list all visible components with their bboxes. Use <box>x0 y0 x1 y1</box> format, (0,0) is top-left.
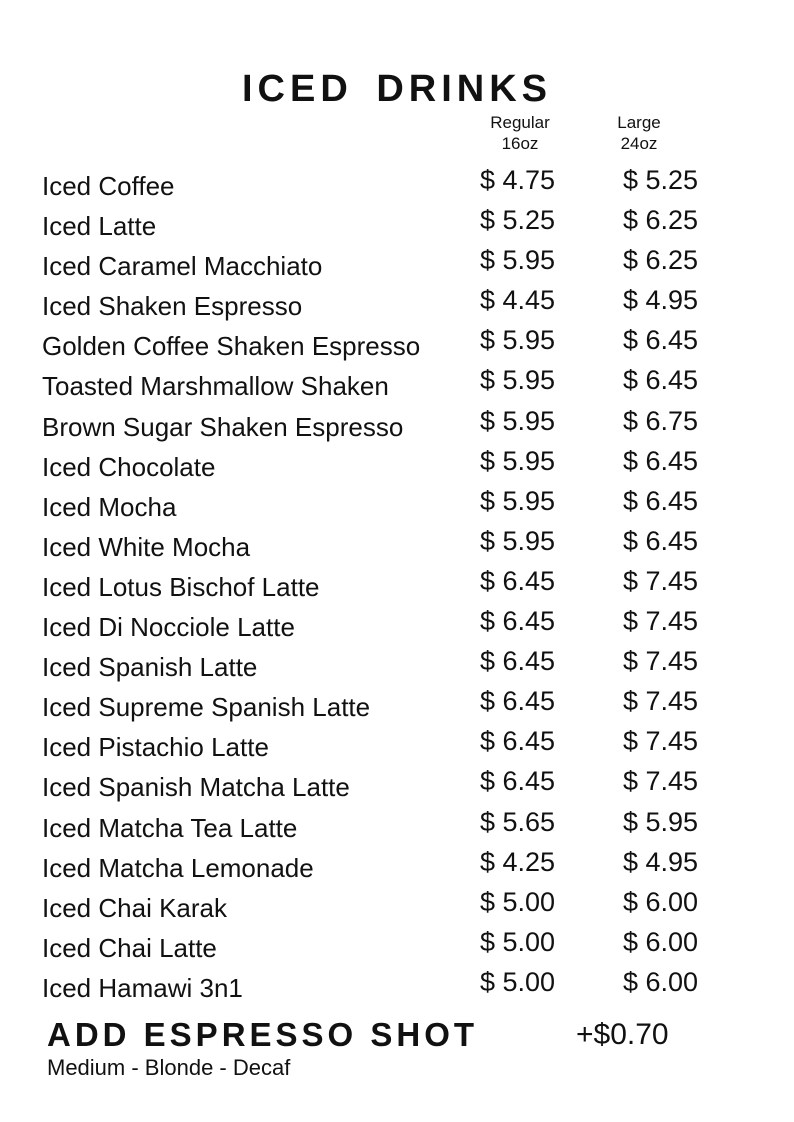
item-name: Iced Coffee <box>42 171 175 201</box>
item-name: Iced Shaken Espresso <box>42 291 303 322</box>
price-regular: $ 6.45 <box>480 646 556 677</box>
price-regular: $ 4.75 <box>480 165 556 195</box>
price-regular: $ 5.95 <box>480 445 556 476</box>
menu-item-row <box>0 887 794 927</box>
price-large: $ 7.45 <box>623 606 699 637</box>
menu-item-row <box>0 365 794 405</box>
price-regular: $ 6.45 <box>480 606 556 637</box>
price-large: $ 4.95 <box>623 285 699 316</box>
menu-title: ICED DRINKS <box>241 68 553 110</box>
item-name: Iced Chai Latte <box>42 932 217 963</box>
price-regular: $ 5.65 <box>480 806 556 837</box>
price-regular: $ 5.00 <box>480 966 556 997</box>
price-large: $ 5.95 <box>623 806 699 837</box>
menu-item-row <box>0 686 794 726</box>
item-name: Iced Di Nocciole Latte <box>42 612 295 643</box>
price-regular: $ 5.25 <box>480 205 556 236</box>
item-name: Iced Matcha Lemonade <box>42 852 314 883</box>
menu-item-row <box>0 927 794 967</box>
price-regular: $ 5.95 <box>480 325 556 356</box>
size-volume: 16oz <box>501 134 539 153</box>
menu-item-row <box>0 245 794 285</box>
price-large: $ 6.25 <box>623 205 699 236</box>
item-name: Iced Caramel Macchiato <box>42 251 323 282</box>
price-regular: $ 6.45 <box>480 686 556 717</box>
menu-item-row <box>0 446 794 486</box>
item-name: Toasted Marshmallow Shaken <box>42 371 389 402</box>
price-regular: $ 6.45 <box>480 766 556 797</box>
price-regular: $ 5.00 <box>480 926 556 957</box>
price-regular: $ 5.95 <box>480 525 556 556</box>
menu-item-row <box>0 606 794 646</box>
price-large: $ 7.45 <box>623 565 699 596</box>
menu-item-row <box>0 807 794 847</box>
item-name: Iced Pistachio Latte <box>42 732 269 763</box>
menu-item-row <box>0 526 794 566</box>
menu-item-row <box>0 646 794 686</box>
price-large: $ 7.45 <box>623 686 699 717</box>
item-name: Iced Chocolate <box>42 451 216 482</box>
menu-item-row <box>0 486 794 526</box>
price-large: $ 6.25 <box>623 245 699 276</box>
item-name: Iced Spanish Latte <box>42 652 258 683</box>
item-name: Iced Lotus Bischof Latte <box>42 571 320 602</box>
item-name: Iced Spanish Matcha Latte <box>42 772 350 803</box>
price-regular: $ 6.45 <box>480 726 556 757</box>
price-regular: $ 5.95 <box>480 365 556 396</box>
item-name: Iced Mocha <box>42 491 177 522</box>
menu-item-row <box>0 847 794 887</box>
item-name: Iced Latte <box>42 211 157 242</box>
price-large: $ 7.45 <box>623 766 699 797</box>
price-large: $ 6.45 <box>623 485 699 516</box>
size-name: Regular <box>490 113 550 132</box>
price-large: $ 6.45 <box>623 325 699 356</box>
item-name: Iced Chai Karak <box>42 892 227 923</box>
price-regular: $ 5.95 <box>480 485 556 516</box>
item-name: Iced White Mocha <box>42 531 251 562</box>
item-name: Iced Hamawi 3n1 <box>42 972 243 1003</box>
price-regular: $ 4.25 <box>480 846 556 877</box>
item-name: Iced Supreme Spanish Latte <box>42 692 371 723</box>
price-regular: $ 5.00 <box>480 886 556 917</box>
addon-options: Medium - Blonde - Decaf <box>47 1055 291 1080</box>
item-name: Brown Sugar Shaken Espresso <box>42 411 404 442</box>
size-name: Large <box>617 113 661 132</box>
price-large: $ 6.75 <box>623 405 699 436</box>
menu-item-row <box>0 406 794 446</box>
price-large: $ 6.00 <box>623 966 699 997</box>
size-header-regular <box>465 112 575 154</box>
size-header-large <box>584 112 694 154</box>
menu-list <box>0 165 794 1007</box>
price-large: $ 4.95 <box>623 846 699 877</box>
price-large: $ 6.45 <box>623 365 699 396</box>
menu-item-row <box>0 165 794 205</box>
price-large: $ 5.25 <box>623 165 699 195</box>
menu-item-row <box>0 726 794 766</box>
menu-item-row <box>0 325 794 365</box>
price-large: $ 6.00 <box>623 886 699 917</box>
price-large: $ 6.45 <box>623 525 699 556</box>
size-volume: 24oz <box>620 134 658 153</box>
price-regular: $ 6.45 <box>480 565 556 596</box>
price-regular: $ 5.95 <box>480 405 556 436</box>
item-name: Iced Matcha Tea Latte <box>42 812 298 843</box>
price-large: $ 7.45 <box>623 726 699 757</box>
price-regular: $ 4.45 <box>480 285 556 316</box>
menu-item-row <box>0 566 794 606</box>
item-name: Golden Coffee Shaken Espresso <box>42 331 421 362</box>
price-large: $ 6.00 <box>623 926 699 957</box>
menu-item-row <box>0 285 794 325</box>
menu-item-row <box>0 766 794 806</box>
menu-item-row <box>0 205 794 245</box>
menu-item-row <box>0 967 794 1007</box>
addon-title: ADD ESPRESSO SHOT <box>47 1016 479 1053</box>
price-large: $ 7.45 <box>623 646 699 677</box>
price-regular: $ 5.95 <box>480 245 556 276</box>
addon-price: +$0.70 <box>576 1018 669 1051</box>
price-large: $ 6.45 <box>623 445 699 476</box>
